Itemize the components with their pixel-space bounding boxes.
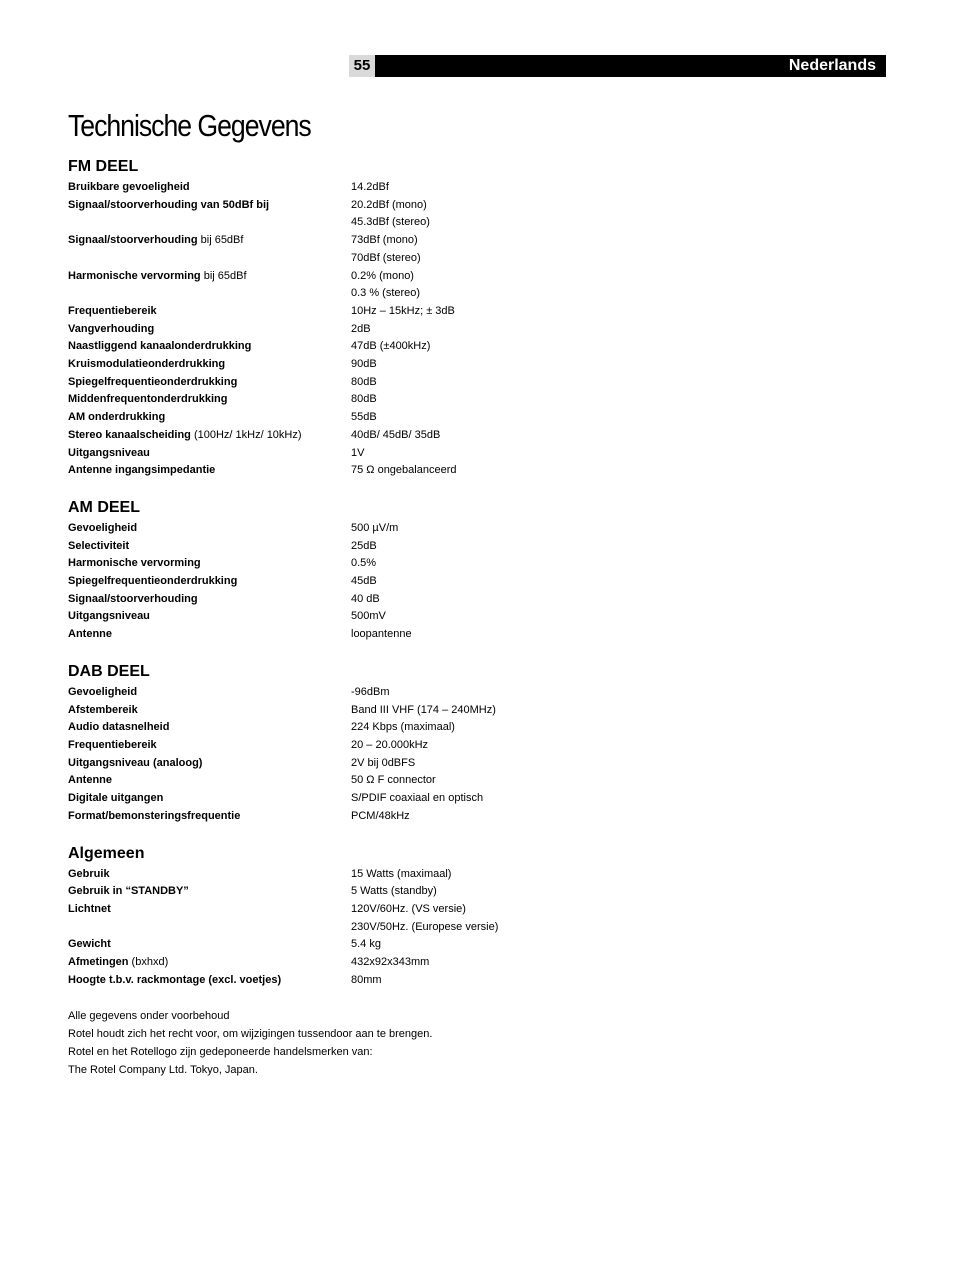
spec-values — [351, 338, 628, 356]
spec-label-name: Uitgangsniveau (analoog) — [68, 756, 203, 769]
spec-value: 2V bij 0dBFS — [351, 756, 416, 769]
spec-label-name: Format/bemonsteringsfrequentie — [68, 809, 241, 822]
spec-row — [68, 772, 628, 790]
spec-values — [351, 808, 628, 826]
spec-label-name: AM onderdrukking — [68, 411, 166, 424]
spec-label-name: Naastliggend kanaalonderdrukking — [68, 340, 252, 353]
spec-label-condition: (bxhxd) — [128, 956, 169, 969]
spec-value: 2dB — [351, 322, 371, 335]
spec-label — [68, 755, 351, 773]
spec-value: 15 Watts (maximaal) — [351, 867, 452, 880]
spec-label — [68, 808, 351, 826]
footnote-line: The Rotel Company Ltd. Tokyo, Japan. — [68, 1063, 258, 1076]
spec-values — [351, 232, 628, 267]
spec-row — [68, 901, 628, 936]
spec-values — [351, 866, 628, 884]
spec-values — [351, 954, 628, 972]
spec-label — [68, 684, 351, 702]
language-label: Nederlands — [788, 57, 876, 74]
spec-label-name: Antenne — [68, 774, 112, 787]
spec-values — [351, 608, 628, 626]
spec-label-name: Spiegelfrequentieonderdrukking — [68, 375, 238, 388]
spec-value: 230V/50Hz. (Europese versie) — [351, 920, 499, 933]
spec-value: 120V/60Hz. (VS versie) — [351, 902, 466, 915]
spec-row — [68, 197, 628, 232]
spec-value: 432x92x343mm — [351, 956, 430, 969]
spec-label-name: Audio datasnelheid — [68, 721, 170, 734]
section-title: FM DEEL — [68, 158, 139, 175]
spec-value: 80dB — [351, 393, 377, 406]
spec-label-name: Gewicht — [68, 938, 111, 951]
spec-label — [68, 321, 351, 339]
spec-row — [68, 374, 628, 392]
footnotes — [68, 1008, 628, 1079]
spec-label — [68, 901, 351, 936]
spec-label-condition: (100Hz/ 1kHz/ 10kHz) — [190, 428, 302, 441]
section-title: Algemeen — [68, 844, 145, 862]
spec-label — [68, 954, 351, 972]
spec-value: 70dBf (stereo) — [351, 251, 421, 264]
spec-value: 40dB/ 45dB/ 35dB — [351, 428, 441, 441]
spec-row — [68, 555, 628, 573]
spec-label — [68, 936, 351, 954]
spec-values — [351, 391, 628, 409]
spec-section — [68, 496, 628, 644]
spec-label-name: Afmetingen — [68, 956, 129, 969]
footnote-line: Rotel houdt zich het recht voor, om wijzigingen tussendoor aan te brengen. — [68, 1028, 433, 1041]
spec-value: 50 Ω F connector — [351, 774, 436, 787]
spec-values — [351, 591, 628, 609]
spec-value: 5 Watts (standby) — [351, 885, 437, 898]
spec-label-name: Signaal/stoorverhouding — [68, 234, 198, 247]
spec-values — [351, 719, 628, 737]
spec-label-name: Lichtnet — [68, 902, 111, 915]
spec-label-name: Stereo kanaalscheiding — [68, 428, 191, 441]
spec-values — [351, 303, 628, 321]
spec-row — [68, 608, 628, 626]
spec-label-name: Spiegelfrequentieonderdrukking — [68, 575, 238, 588]
spec-values — [351, 356, 628, 374]
spec-row — [68, 573, 628, 591]
spec-values — [351, 445, 628, 463]
spec-label — [68, 772, 351, 790]
spec-row — [68, 883, 628, 901]
spec-label — [68, 303, 351, 321]
spec-label-name: Kruismodulatieonderdrukking — [68, 358, 226, 371]
spec-label — [68, 427, 351, 445]
spec-row — [68, 427, 628, 445]
spec-row — [68, 445, 628, 463]
spec-row — [68, 719, 628, 737]
spec-values — [351, 790, 628, 808]
spec-values — [351, 409, 628, 427]
spec-label-name: Middenfrequentonderdrukking — [68, 393, 228, 406]
spec-values — [351, 972, 628, 990]
spec-label — [68, 608, 351, 626]
spec-value: -96dBm — [351, 685, 390, 698]
spec-value: 500 µV/m — [351, 521, 399, 534]
spec-value: 0.3 % (stereo) — [351, 287, 421, 300]
spec-values — [351, 538, 628, 556]
spec-values — [351, 684, 628, 702]
spec-label-name: Signaal/stoorverhouding — [68, 592, 198, 605]
spec-label-name: Uitgangsniveau — [68, 446, 150, 459]
spec-value: 75 Ω ongebalanceerd — [351, 464, 457, 477]
footnote-line: Alle gegevens onder voorbehoud — [68, 1010, 230, 1023]
spec-row — [68, 954, 628, 972]
spec-value: 80dB — [351, 375, 377, 388]
spec-label — [68, 591, 351, 609]
spec-row — [68, 303, 628, 321]
spec-values — [351, 321, 628, 339]
spec-label-name: Harmonische vervorming — [68, 557, 201, 570]
spec-values — [351, 462, 628, 480]
spec-row — [68, 755, 628, 773]
spec-row — [68, 520, 628, 538]
spec-label-name: Hoogte t.b.v. rackmontage (excl. voetjes) — [68, 973, 282, 986]
spec-values — [351, 268, 628, 303]
spec-values — [351, 901, 628, 936]
spec-values — [351, 626, 628, 644]
spec-value: 20 – 20.000kHz — [351, 738, 429, 751]
spec-label — [68, 790, 351, 808]
spec-value: 90dB — [351, 358, 377, 371]
spec-label-name: Vangverhouding — [68, 322, 155, 335]
spec-label-name: Signaal/stoorverhouding van 50dBf bij — [68, 198, 270, 211]
spec-row — [68, 808, 628, 826]
spec-value: 0.2% (mono) — [351, 269, 414, 282]
spec-label — [68, 445, 351, 463]
spec-label — [68, 391, 351, 409]
spec-row — [68, 391, 628, 409]
spec-row — [68, 972, 628, 990]
spec-values — [351, 573, 628, 591]
spec-row — [68, 268, 628, 303]
spec-label — [68, 883, 351, 901]
page-title: Technische Gegevens — [68, 108, 311, 143]
spec-row — [68, 338, 628, 356]
spec-values — [351, 520, 628, 538]
spec-label — [68, 409, 351, 427]
spec-label — [68, 972, 351, 990]
spec-label-name: Antenne ingangsimpedantie — [68, 464, 216, 477]
spec-label-name: Afstembereik — [68, 703, 138, 716]
spec-value: 224 Kbps (maximaal) — [351, 721, 455, 734]
spec-value: 14.2dBf — [351, 181, 389, 193]
page-number: 55 — [349, 55, 375, 77]
spec-label-name: Uitgangsniveau — [68, 610, 150, 623]
spec-value: 55dB — [351, 411, 377, 424]
spec-values — [351, 555, 628, 573]
spec-values — [351, 883, 628, 901]
spec-values — [351, 702, 628, 720]
spec-section — [68, 842, 628, 990]
spec-row — [68, 936, 628, 954]
spec-row — [68, 626, 628, 644]
spec-value: PCM/48kHz — [351, 809, 410, 822]
spec-row — [68, 684, 628, 702]
spec-label-name: Bruikbare gevoeligheid — [68, 181, 190, 193]
spec-label-name: Gebruik — [68, 867, 110, 880]
spec-value: 45.3dBf (stereo) — [351, 216, 430, 229]
spec-label — [68, 573, 351, 591]
spec-value: 25dB — [351, 539, 377, 552]
spec-value: 73dBf (mono) — [351, 234, 418, 247]
footnote-line: Rotel en het Rotellogo zijn gedeponeerde handelsmerken van: — [68, 1045, 373, 1058]
spec-value: 0.5% — [351, 557, 377, 570]
spec-label-name: Gevoeligheid — [68, 521, 138, 534]
spec-label-name: Antenne — [68, 628, 112, 641]
spec-row — [68, 866, 628, 884]
spec-row — [68, 538, 628, 556]
spec-value: 5.4 kg — [351, 938, 381, 951]
spec-label — [68, 338, 351, 356]
spec-values — [351, 197, 628, 232]
spec-label-name: Selectiviteit — [68, 539, 130, 552]
spec-value: 10Hz – 15kHz; ± 3dB — [351, 304, 455, 317]
spec-label — [68, 462, 351, 480]
spec-label — [68, 626, 351, 644]
spec-row — [68, 591, 628, 609]
spec-label — [68, 702, 351, 720]
spec-label-name: Harmonische vervorming — [68, 269, 201, 282]
spec-label — [68, 866, 351, 884]
section-title: DAB DEEL — [68, 662, 150, 680]
spec-values — [351, 936, 628, 954]
spec-value: S/PDIF coaxiaal en optisch — [351, 792, 484, 805]
spec-label — [68, 520, 351, 538]
spec-label-condition: bij 65dBf — [200, 269, 247, 282]
spec-label — [68, 197, 351, 232]
spec-label-name: Frequentiebereik — [68, 738, 157, 751]
section-title: AM DEEL — [68, 498, 140, 516]
spec-label — [68, 374, 351, 392]
spec-sections — [68, 155, 628, 989]
spec-label — [68, 719, 351, 737]
spec-label-name: Gevoeligheid — [68, 685, 138, 698]
spec-section — [68, 155, 628, 480]
spec-row — [68, 790, 628, 808]
spec-label-name: Gebruik in “STANDBY” — [68, 885, 189, 898]
spec-row — [68, 737, 628, 755]
spec-row — [68, 409, 628, 427]
spec-values — [351, 737, 628, 755]
spec-section — [68, 660, 628, 826]
spec-value: 40 dB — [351, 592, 380, 605]
spec-label-condition: bij 65dBf — [197, 234, 244, 247]
spec-label — [68, 737, 351, 755]
spec-value: 500mV — [351, 610, 386, 623]
spec-row — [68, 702, 628, 720]
spec-label — [68, 356, 351, 374]
spec-label-name: Digitale uitgangen — [68, 792, 164, 805]
spec-row — [68, 179, 628, 197]
spec-label — [68, 179, 351, 197]
spec-values — [351, 179, 628, 197]
spec-values — [351, 772, 628, 790]
spec-row — [68, 462, 628, 480]
spec-value: 45dB — [351, 575, 377, 588]
spec-label — [68, 232, 351, 267]
spec-content — [68, 155, 628, 1079]
spec-label-name: Frequentiebereik — [68, 304, 157, 317]
spec-label — [68, 268, 351, 303]
header-bar — [349, 55, 886, 77]
spec-value: 47dB (±400kHz) — [351, 340, 431, 353]
spec-label — [68, 555, 351, 573]
spec-values — [351, 374, 628, 392]
spec-value: 80mm — [351, 973, 382, 986]
spec-value: loopantenne — [351, 628, 412, 641]
spec-row — [68, 356, 628, 374]
spec-values — [351, 427, 628, 445]
spec-value: 1V — [351, 446, 365, 459]
spec-row — [68, 232, 628, 267]
spec-row — [68, 321, 628, 339]
spec-value: Band III VHF (174 – 240MHz) — [351, 703, 496, 716]
spec-label — [68, 538, 351, 556]
spec-values — [351, 755, 628, 773]
spec-value: 20.2dBf (mono) — [351, 198, 427, 211]
